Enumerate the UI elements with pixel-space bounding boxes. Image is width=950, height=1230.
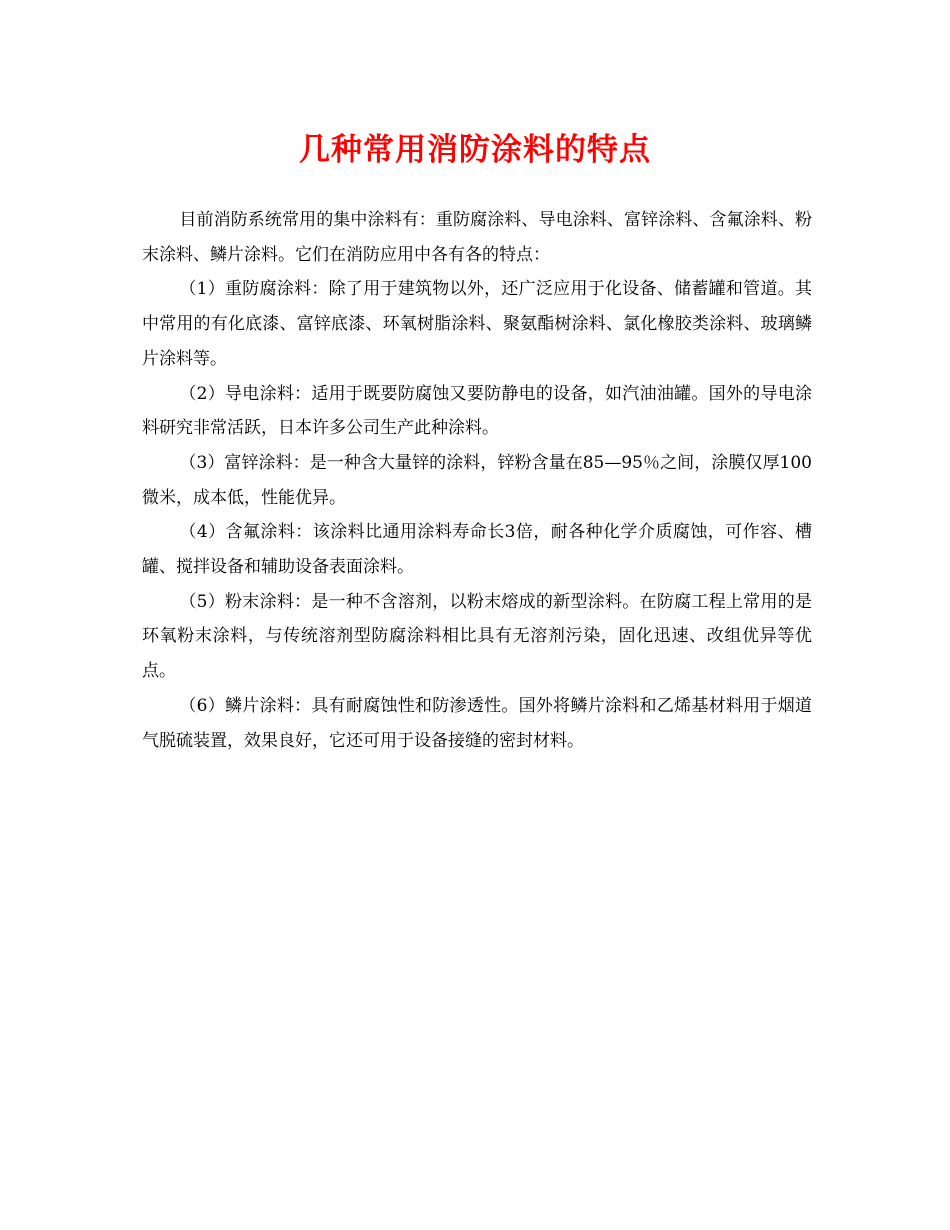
page-title: 几种常用消防涂料的特点 [299, 132, 651, 168]
intro-paragraph: 目前消防系统常用的集中涂料有：重防腐涂料、导电涂料、富锌涂料、含氟涂料、粉末涂料、鳞片涂料。它们在消防应用中各有各的特点： [142, 210, 812, 265]
paragraph-flake: （6）鳞片涂料：具有耐腐蚀性和防渗透性。国外将鳞片涂料和乙烯基材料用于烟道气脱硫装置，效果良好，它还可用于设备接缝的密封材料。 [142, 695, 812, 751]
paragraph-heavy-anticorrosion: （1）重防腐涂料：除了用于建筑物以外，还广泛应用于化设备、储蓄罐和管道。其中常用的有化底漆、富锌底漆、环氧树脂涂料、聚氨酯树涂料、氯化橡胶类涂料、玻璃鳞片涂料等。 [142, 279, 812, 369]
paragraph-conductive: （2）导电涂料：适用于既要防腐蚀又要防静电的设备，如汽油油罐。国外的导电涂料研究非常活跃，日本许多公司生产此种涂料。 [142, 383, 812, 439]
paragraph-zinc-rich: （3）富锌涂料：是一种含大量锌的涂料，锌粉含量在85—95％之间，涂膜仅厚100微米，成本低，性能优异。 [142, 452, 812, 508]
document-body [142, 203, 812, 758]
paragraph-fluorine: （4）含氟涂料：该涂料比通用涂料寿命长3倍，耐各种化学介质腐蚀，可作容、槽罐、搅拌设备和辅助设备表面涂料。 [142, 522, 812, 578]
paragraph-powder: （5）粉末涂料：是一种不含溶剂，以粉末熔成的新型涂料。在防腐工程上常用的是环氧粉末涂料，与传统溶剂型防腐涂料相比具有无溶剂污染，固化迅速、改组优异等优点。 [142, 591, 812, 682]
